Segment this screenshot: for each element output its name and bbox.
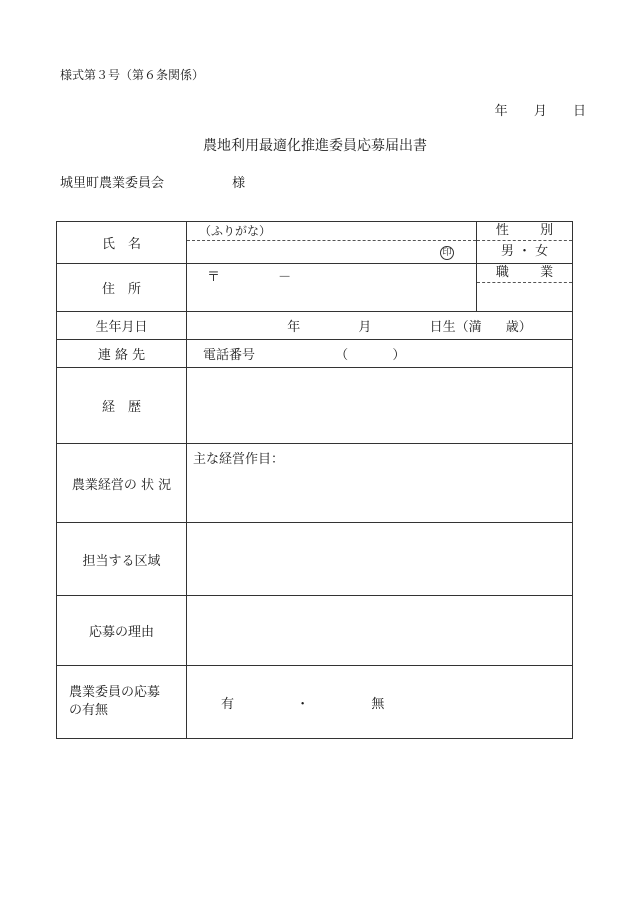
committee-label-line1: 農業委員の応募	[69, 685, 161, 700]
form-number: 様式第３号（第６条関係）	[60, 68, 205, 82]
date-month: 月	[533, 104, 547, 119]
career-label: 経 歴	[57, 368, 187, 444]
gender-cell	[477, 222, 573, 264]
gender-label: 性 別	[477, 222, 572, 241]
tel-label: 電話番号	[203, 348, 256, 363]
career-row	[57, 368, 573, 444]
reason-label: 応募の理由	[57, 596, 187, 666]
birth-month: 月	[358, 320, 372, 335]
tel-paren-close: ）	[392, 348, 406, 363]
area-field[interactable]	[187, 523, 573, 596]
committee-yes[interactable]: 有	[221, 696, 235, 712]
gender-options[interactable]: 男 ・ 女	[500, 244, 549, 259]
address-field[interactable]	[187, 264, 477, 312]
postal-code[interactable]	[187, 264, 476, 310]
seal-field	[187, 241, 476, 263]
occupation-label: 職 業	[477, 264, 572, 283]
committee-row	[57, 666, 573, 739]
address-row	[57, 264, 573, 312]
contact-label: 連 絡 先	[57, 340, 187, 368]
postal-dash: －	[278, 270, 292, 285]
birth-field[interactable]	[187, 312, 573, 340]
committee-no[interactable]: 無	[371, 696, 385, 712]
reason-row	[57, 596, 573, 666]
committee-label	[57, 666, 187, 739]
farm-status-field[interactable]	[187, 444, 573, 523]
postal-mark: 〒	[207, 270, 221, 285]
addressee-honorific: 様	[232, 176, 246, 191]
committee-field[interactable]	[187, 666, 573, 739]
date-year: 年	[494, 104, 508, 119]
occupation-cell	[477, 264, 573, 312]
birth-year: 年	[287, 320, 301, 335]
reason-field[interactable]	[187, 596, 573, 666]
seal-mark: 印	[440, 246, 454, 260]
name-field[interactable]	[187, 222, 477, 264]
furigana-field[interactable]: （ふりがな）	[187, 222, 476, 241]
farm-status-row	[57, 444, 573, 523]
date-line	[473, 100, 586, 119]
birth-label: 生年月日	[57, 312, 187, 340]
tel-paren-open: （	[335, 348, 349, 363]
career-field[interactable]	[187, 368, 573, 444]
name-label: 氏 名	[57, 222, 187, 264]
committee-label-line2: の有無	[69, 703, 109, 718]
occupation-field[interactable]	[477, 283, 572, 309]
address-label: 住 所	[57, 264, 187, 312]
farm-status-label: 農業経営の 状 況	[57, 444, 187, 523]
birth-row	[57, 312, 573, 340]
application-form-table	[56, 221, 573, 739]
date-day: 日	[572, 104, 586, 119]
addressee-org: 城里町農業委員会	[60, 176, 165, 191]
main-crops-label: 主な経営作目：	[193, 452, 285, 467]
page-title: 農地利用最適化推進委員応募届出書	[203, 138, 427, 154]
addressee	[60, 172, 245, 191]
contact-field[interactable]	[187, 340, 573, 368]
committee-dot: ・	[296, 696, 310, 712]
birth-age: 歳）	[505, 320, 532, 335]
contact-row	[57, 340, 573, 368]
birth-day: 日生（満	[429, 320, 482, 335]
area-label: 担当する区域	[57, 523, 187, 596]
name-row	[57, 222, 573, 264]
area-row	[57, 523, 573, 596]
